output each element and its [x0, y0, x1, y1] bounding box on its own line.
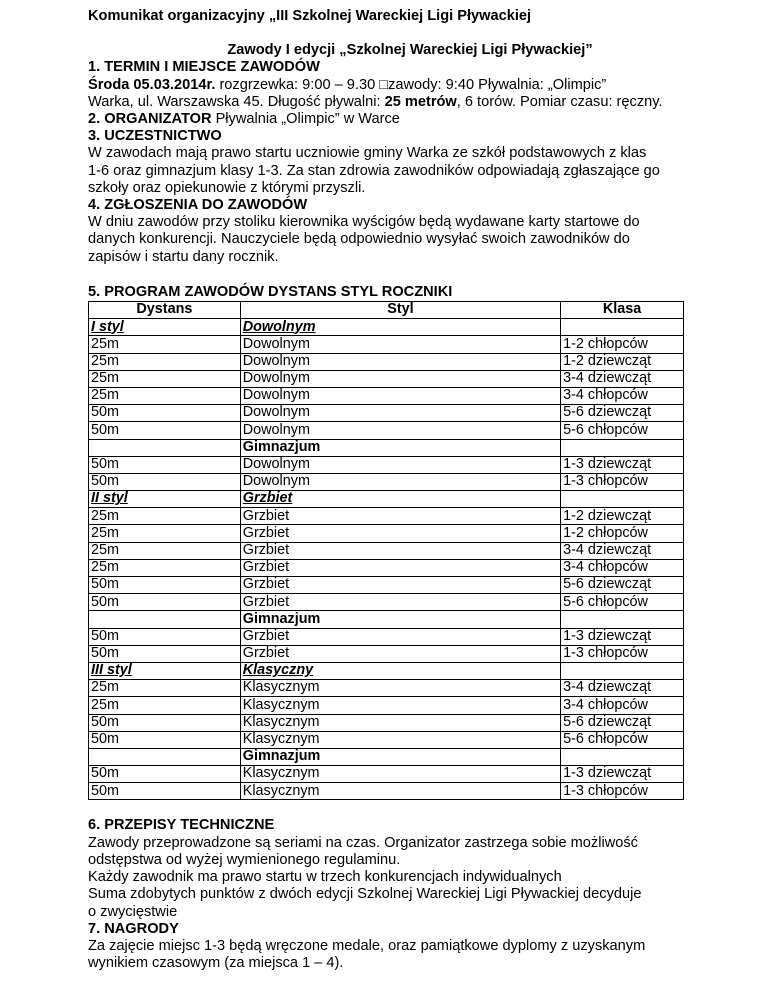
- cell-dystans: 50m: [89, 422, 241, 439]
- cell-klasa: [561, 319, 684, 336]
- cell-dystans: 50m: [89, 714, 241, 731]
- section-5: [88, 284, 728, 801]
- cell-dystans: 25m: [89, 680, 241, 697]
- document-title: Komunikat organizacyjny „III Szkolnej Wareckiej Ligi Pływackiej: [88, 8, 532, 24]
- section-3-line: 1-6 oraz gimnazjum klasy 1-3. Za stan zdrowia zawodników odpowiadają zgłaszające go: [88, 162, 660, 179]
- cell-dystans: 50m: [89, 473, 241, 490]
- section-4-heading: 4. ZGŁOSZENIA DO ZAWODÓW: [88, 197, 308, 214]
- table-row: [89, 456, 684, 473]
- cell-klasa: 1-3 dziewcząt: [561, 766, 684, 783]
- cell-dystans: 50m: [89, 456, 241, 473]
- cell-klasa: 1-3 chłopców: [561, 645, 684, 662]
- cell-dystans: 50m: [89, 577, 241, 594]
- table-row: [89, 594, 684, 611]
- section-7-line: wynikiem czasowym (za miejsca 1 – 4).: [88, 955, 344, 972]
- section-6-line: o zwycięstwie: [88, 903, 178, 920]
- section-6-line: Każdy zawodnik ma prawo startu w trzech konkurencjach indywidualnych: [88, 869, 562, 886]
- table-row: [89, 577, 684, 594]
- cell-klasa: 5-6 chłopców: [561, 594, 684, 611]
- cell-klasa: 1-3 chłopców: [561, 473, 684, 490]
- cell-styl: Klasycznym: [240, 731, 560, 748]
- cell-dystans: 50m: [89, 731, 241, 748]
- cell-klasa: 5-6 dziewcząt: [561, 577, 684, 594]
- cell-styl: Grzbiet: [240, 491, 560, 508]
- table-row: [89, 628, 684, 645]
- section-6-line: Zawody przeprowadzone są seriami na czas. Organizator zastrzega sobie możliwość: [88, 834, 638, 851]
- cell-dystans: [89, 439, 241, 456]
- cell-dystans: [89, 748, 241, 765]
- table-row: [89, 645, 684, 662]
- cell-dystans: 25m: [89, 542, 241, 559]
- cell-klasa: 5-6 chłopców: [561, 731, 684, 748]
- table-row: [89, 783, 684, 800]
- cell-klasa: [561, 491, 684, 508]
- cell-klasa: 1-2 dziewcząt: [561, 508, 684, 525]
- section-3-heading: 3. UCZESTNICTWO: [88, 128, 222, 145]
- table-row: [89, 473, 684, 490]
- event-date: Środa 05.03.2014r.: [88, 76, 216, 93]
- cell-styl: Grzbiet: [240, 559, 560, 576]
- table-row: [89, 525, 684, 542]
- section-6: [88, 817, 728, 920]
- cell-styl: Grzbiet: [240, 594, 560, 611]
- table-row: [89, 508, 684, 525]
- cell-klasa: [561, 439, 684, 456]
- cell-styl: Grzbiet: [240, 645, 560, 662]
- cell-dystans: I styl: [89, 319, 241, 336]
- cell-styl: Dowolnym: [240, 336, 560, 353]
- cell-styl: Grzbiet: [240, 542, 560, 559]
- cell-dystans: 50m: [89, 766, 241, 783]
- cell-dystans: 25m: [89, 353, 241, 370]
- section-3: [88, 128, 728, 197]
- table-row: [89, 748, 684, 765]
- section-2: [88, 111, 728, 128]
- table-row: [89, 662, 684, 679]
- section-1: [88, 59, 728, 111]
- cell-klasa: 1-3 dziewcząt: [561, 456, 684, 473]
- cell-styl: Dowolnym: [240, 319, 560, 336]
- cell-dystans: [89, 611, 241, 628]
- cell-dystans: 25m: [89, 525, 241, 542]
- cell-styl: Grzbiet: [240, 628, 560, 645]
- cell-styl: Grzbiet: [240, 508, 560, 525]
- table-row: [89, 319, 684, 336]
- cell-styl: Klasycznym: [240, 714, 560, 731]
- cell-klasa: 1-2 chłopców: [561, 336, 684, 353]
- table-row: [89, 387, 684, 404]
- section-7-heading: 7. NAGRODY: [88, 920, 179, 937]
- section-3-line: W zawodach mają prawo startu uczniowie gminy Warka ze szkół podstawowych z klas: [88, 145, 647, 162]
- cell-styl: Grzbiet: [240, 525, 560, 542]
- cell-styl: Klasycznym: [240, 783, 560, 800]
- cell-styl: Grzbiet: [240, 577, 560, 594]
- table-row: [89, 370, 684, 387]
- table-row: [89, 439, 684, 456]
- cell-dystans: 25m: [89, 559, 241, 576]
- column-header-dystans: Dystans: [89, 302, 241, 319]
- cell-styl: Gimnazjum: [240, 611, 560, 628]
- cell-styl: Klasycznym: [240, 680, 560, 697]
- cell-dystans: 25m: [89, 697, 241, 714]
- table-row: [89, 405, 684, 422]
- table-row: [89, 611, 684, 628]
- section-5-heading: 5. PROGRAM ZAWODÓW DYSTANS STYL ROCZNIKI: [88, 283, 453, 300]
- table-row: [89, 491, 684, 508]
- cell-styl: Klasycznym: [240, 697, 560, 714]
- event-schedule: rozgrzewka: 9:00 – 9.30 □zawody: 9:40 Pływalnia: „Olimpic”: [215, 76, 607, 93]
- cell-klasa: 5-6 dziewcząt: [561, 714, 684, 731]
- cell-styl: Dowolnym: [240, 353, 560, 370]
- pool-address: Warka, ul. Warszawska 45. Długość pływalni:: [88, 93, 385, 110]
- cell-dystans: 50m: [89, 405, 241, 422]
- table-row: [89, 336, 684, 353]
- column-header-styl: Styl: [240, 302, 560, 319]
- table-row: [89, 559, 684, 576]
- table-header-row: [89, 302, 684, 319]
- cell-styl: Dowolnym: [240, 405, 560, 422]
- cell-styl: Gimnazjum: [240, 748, 560, 765]
- cell-klasa: 1-2 dziewcząt: [561, 353, 684, 370]
- pool-details: , 6 torów. Pomiar czasu: ręczny.: [456, 93, 663, 110]
- cell-klasa: 3-4 dziewcząt: [561, 680, 684, 697]
- section-4-line: danych konkurencji. Nauczyciele będą odpowiednio wysyłać swoich zawodników do: [88, 231, 630, 248]
- cell-klasa: 3-4 chłopców: [561, 697, 684, 714]
- table-row: [89, 714, 684, 731]
- cell-klasa: 3-4 chłopców: [561, 387, 684, 404]
- section-4: [88, 197, 728, 266]
- table-row: [89, 422, 684, 439]
- section-3-line: szkoły oraz opiekunowie z którymi przyszli.: [88, 179, 366, 196]
- program-table-body: [89, 319, 684, 800]
- cell-klasa: 1-3 dziewcząt: [561, 628, 684, 645]
- cell-klasa: [561, 748, 684, 765]
- cell-styl: Dowolnym: [240, 473, 560, 490]
- cell-styl: Dowolnym: [240, 456, 560, 473]
- section-7-line: Za zajęcie miejsc 1-3 będą wręczone medale, oraz pamiątkowe dyplomy z uzyskanym: [88, 937, 646, 954]
- cell-dystans: 25m: [89, 387, 241, 404]
- section-6-heading: 6. PRZEPISY TECHNICZNE: [88, 817, 275, 834]
- cell-klasa: 3-4 chłopców: [561, 559, 684, 576]
- document-subtitle: Zawody I edycji „Szkolnej Wareckiej Ligi Pływackiej”: [227, 42, 593, 59]
- program-table: [88, 301, 684, 800]
- section-1-heading: 1. TERMIN I MIEJSCE ZAWODÓW: [88, 59, 320, 76]
- cell-styl: Dowolnym: [240, 387, 560, 404]
- section-2-line: [88, 111, 728, 128]
- organizer-name: Pływalnia „Olimpic” w Warce: [211, 111, 400, 128]
- table-row: [89, 731, 684, 748]
- section-7: [88, 921, 728, 973]
- cell-klasa: 3-4 dziewcząt: [561, 542, 684, 559]
- table-row: [89, 697, 684, 714]
- cell-styl: Gimnazjum: [240, 439, 560, 456]
- cell-klasa: [561, 611, 684, 628]
- table-row: [89, 353, 684, 370]
- cell-dystans: 25m: [89, 370, 241, 387]
- cell-dystans: 50m: [89, 645, 241, 662]
- section-4-line: W dniu zawodów przy stoliku kierownika wyścigów będą wydawane karty startowe do: [88, 214, 640, 231]
- cell-styl: Dowolnym: [240, 370, 560, 387]
- section-6-line: Suma zdobytych punktów z dwóch edycji Szkolnej Wareckiej Ligi Pływackiej decyduje: [88, 886, 642, 903]
- cell-dystans: 50m: [89, 783, 241, 800]
- column-header-klasa: Klasa: [561, 302, 684, 319]
- section-4-line: zapisów i startu dany rocznik.: [88, 248, 279, 265]
- section-2-heading: 2. ORGANIZATOR: [88, 111, 212, 128]
- cell-dystans: II styl: [89, 491, 241, 508]
- cell-klasa: [561, 662, 684, 679]
- cell-klasa: 5-6 dziewcząt: [561, 405, 684, 422]
- cell-klasa: 3-4 dziewcząt: [561, 370, 684, 387]
- cell-dystans: 25m: [89, 336, 241, 353]
- cell-dystans: 50m: [89, 594, 241, 611]
- section-1-line-1: [88, 77, 728, 94]
- section-1-line-2: [88, 94, 728, 111]
- cell-klasa: 5-6 chłopców: [561, 422, 684, 439]
- table-row: [89, 766, 684, 783]
- cell-klasa: 1-2 chłopców: [561, 525, 684, 542]
- pool-length: 25 metrów: [384, 93, 457, 110]
- document-page: [88, 8, 728, 972]
- cell-styl: Dowolnym: [240, 422, 560, 439]
- cell-styl: Klasyczny: [240, 662, 560, 679]
- cell-dystans: 25m: [89, 508, 241, 525]
- cell-klasa: 1-3 chłopców: [561, 783, 684, 800]
- section-6-line: odstępstwa od wyżej wymienionego regulaminu.: [88, 851, 401, 868]
- cell-dystans: III styl: [89, 662, 241, 679]
- cell-styl: Klasycznym: [240, 766, 560, 783]
- table-row: [89, 542, 684, 559]
- table-row: [89, 680, 684, 697]
- cell-dystans: 50m: [89, 628, 241, 645]
